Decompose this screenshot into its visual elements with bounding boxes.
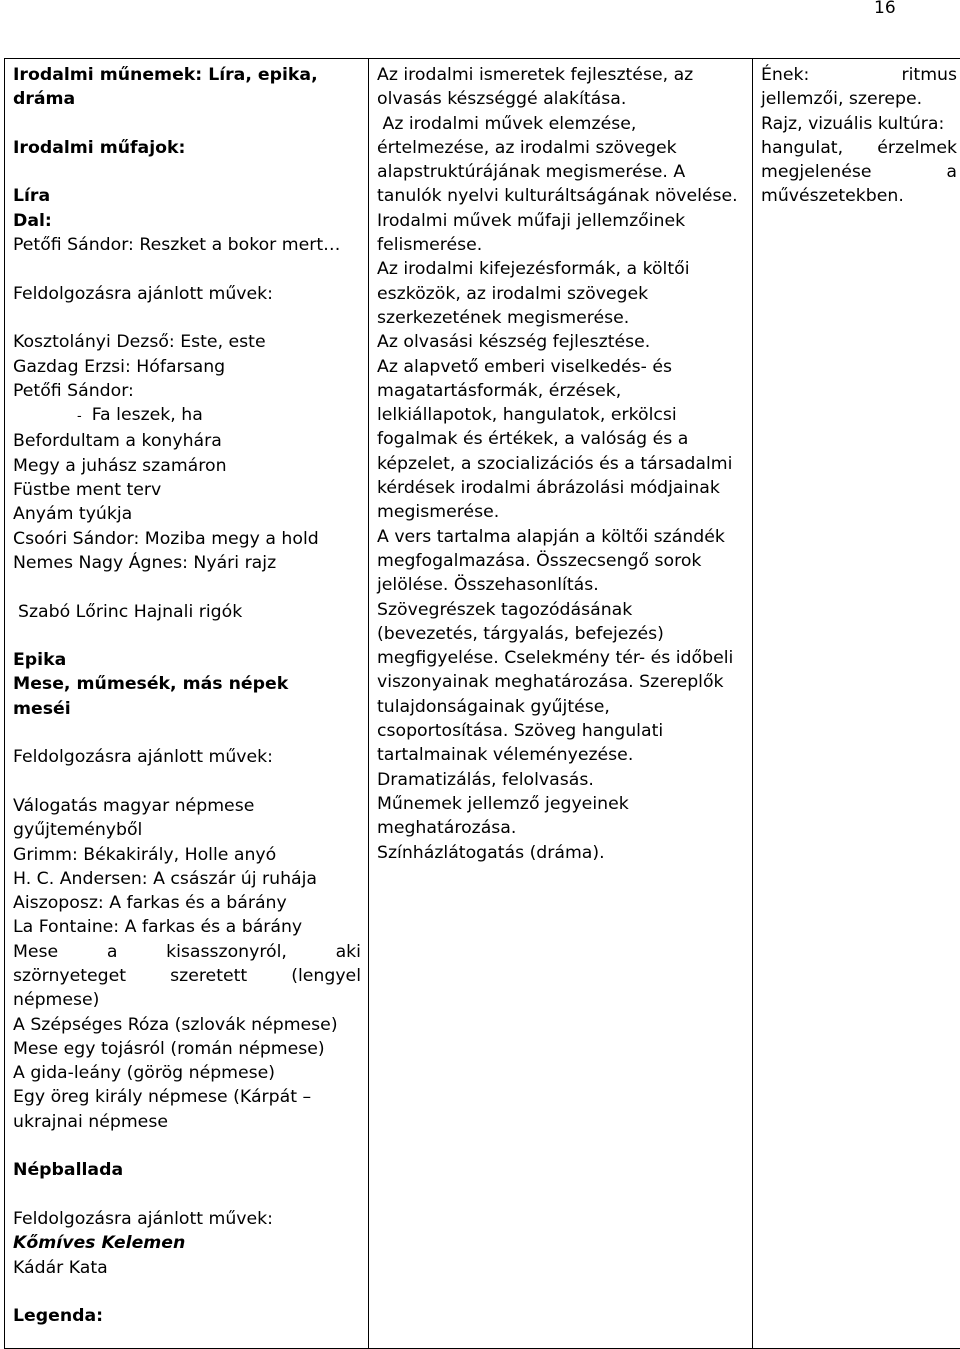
ballad-work: Kádár Kata xyxy=(13,1256,361,1280)
ballad-heading: Népballada xyxy=(13,1158,361,1182)
tale-work: A gida-leány (görög népmese) xyxy=(13,1061,361,1085)
connection-line: Rajz, vizuális kultúra: xyxy=(761,112,957,136)
content-column xyxy=(5,59,369,1349)
word: a xyxy=(946,160,957,184)
tale-work: népmese) xyxy=(13,988,361,1012)
tale-work xyxy=(13,964,361,988)
lyric-work: Petőfi Sándor: xyxy=(13,379,361,403)
page-number: 16 xyxy=(874,0,896,18)
objective-line: (bevezetés, tárgyalás, befejezés) xyxy=(377,622,745,646)
tale-work: Válogatás magyar népmese xyxy=(13,794,361,818)
objective-line: jelölése. Összehasonlítás. xyxy=(377,573,745,597)
objective-line: meghatározása. xyxy=(377,816,745,840)
objective-line: Dramatizálás, felolvasás. xyxy=(377,768,745,792)
objective-line: megfigyelése. Cselekmény tér- és időbeli xyxy=(377,646,745,670)
lyric-work: Befordultam a konyhára xyxy=(13,429,361,453)
objective-line: Színházlátogatás (dráma). xyxy=(377,841,745,865)
word: (lengyel xyxy=(291,964,361,988)
word: kisasszonyról, xyxy=(166,940,287,964)
connection-line xyxy=(761,160,957,184)
lyric-work: Megy a juhász szamáron xyxy=(13,454,361,478)
connection-line xyxy=(761,136,957,160)
word: megjelenése xyxy=(761,160,872,184)
lyric-work: Csoóri Sándor: Moziba megy a hold xyxy=(13,527,361,551)
word: ritmus xyxy=(902,63,957,87)
objective-line: szerkezetének megismerése. xyxy=(377,306,745,330)
lyric-work: Gazdag Erzsi: Hófarsang xyxy=(13,355,361,379)
recommended-label: Feldolgozásra ajánlott művek: xyxy=(13,1207,361,1231)
tale-work: A Szépséges Róza (szlovák népmese) xyxy=(13,1013,361,1037)
tales-heading: Mese, műmesék, más népek xyxy=(13,672,361,696)
recommended-label: Feldolgozásra ajánlott művek: xyxy=(13,745,361,769)
objective-line: Az irodalmi művek elemzése, xyxy=(377,112,745,136)
lyric-work: Füstbe ment terv xyxy=(13,478,361,502)
objective-line: képzelet, a szocializációs és a társadalmi xyxy=(377,452,745,476)
epic-heading: Epika xyxy=(13,648,361,672)
word: hangulat, xyxy=(761,136,843,160)
tale-work: Mese egy tojásról (román népmese) xyxy=(13,1037,361,1061)
word: Mese xyxy=(13,940,58,964)
ballad-work: Kőmíves Kelemen xyxy=(13,1231,361,1255)
objective-line: tartalmainak véleményezése. xyxy=(377,743,745,767)
word: Ének: xyxy=(761,63,809,87)
objective-line: lelkiállapotok, hangulatok, erkölcsi xyxy=(377,403,745,427)
genres-heading-part: Irodalmi műnemek: Líra, epika, dráma xyxy=(13,63,361,112)
genres-heading xyxy=(13,63,361,112)
tale-work: H. C. Andersen: A császár új ruhája xyxy=(13,867,361,891)
objectives-text xyxy=(377,63,745,865)
song-heading: Dal: xyxy=(13,209,361,233)
tale-work: Egy öreg király népmese (Kárpát – xyxy=(13,1085,361,1109)
objective-line: Az olvasási készség fejlesztése. xyxy=(377,330,745,354)
objective-line: csoportosítása. Szöveg hangulati xyxy=(377,719,745,743)
objective-line: értelmezése, az irodalmi szövegek xyxy=(377,136,745,160)
lyric-heading: Líra xyxy=(13,184,361,208)
word: érzelmek xyxy=(877,136,957,160)
legend-heading: Legenda: xyxy=(13,1304,361,1328)
objective-line: kérdések irodalmi ábrázolási módjainak xyxy=(377,476,745,500)
objective-line: fogalmak és értékek, a valóság és a xyxy=(377,427,745,451)
connection-line xyxy=(761,63,957,87)
objective-line: Műnemek jellemző jegyeinek xyxy=(377,792,745,816)
forms-heading: Irodalmi műfajok: xyxy=(13,136,361,160)
objective-line: megismerése. xyxy=(377,500,745,524)
lyric-work-title: Fa leszek, ha xyxy=(92,405,203,425)
objective-line: Az irodalmi ismeretek fejlesztése, az xyxy=(377,63,745,87)
tale-work: Aiszoposz: A farkas és a bárány xyxy=(13,891,361,915)
dash-bullet-icon: - xyxy=(77,409,82,424)
objectives-column xyxy=(369,59,753,1349)
objective-line: Az alapvető emberi viselkedés- és xyxy=(377,355,745,379)
curriculum-table xyxy=(4,58,960,1349)
word: a xyxy=(107,940,118,964)
objective-line: viszonyainak meghatározása. Szereplők xyxy=(377,670,745,694)
recommended-label: Feldolgozásra ajánlott művek: xyxy=(13,282,361,306)
objective-line: tulajdonságainak gyűjtése, xyxy=(377,695,745,719)
connection-line: jellemzői, szerepe. xyxy=(761,87,957,111)
objective-line: Az irodalmi kifejezésformák, a költői xyxy=(377,257,745,281)
objective-line: alapstruktúrájának megismerése. A xyxy=(377,160,745,184)
objective-line: felismerése. xyxy=(377,233,745,257)
lyric-work: Kosztolányi Dezső: Este, este xyxy=(13,330,361,354)
tale-work: Grimm: Békakirály, Holle anyó xyxy=(13,843,361,867)
tale-work: ukrajnai népmese xyxy=(13,1110,361,1134)
objective-line: Irodalmi művek műfaji jellemzőinek xyxy=(377,209,745,233)
objective-line: A vers tartalma alapján a költői szándék xyxy=(377,525,745,549)
tale-work xyxy=(13,940,361,964)
lyric-work: Szabó Lőrinc Hajnali rigók xyxy=(13,600,361,624)
word: szörnyeteget xyxy=(13,964,126,988)
lyric-work: Nemes Nagy Ágnes: Nyári rajz xyxy=(13,551,361,575)
lyric-work xyxy=(13,403,361,429)
word: szeretett xyxy=(170,964,247,988)
word: aki xyxy=(336,940,361,964)
lyric-work: Anyám tyúkja xyxy=(13,502,361,526)
objective-line: olvasás készséggé alakítása. xyxy=(377,87,745,111)
objective-line: magatartásformák, érzések, xyxy=(377,379,745,403)
objective-line: tanulók nyelvi kulturáltságának növelése. xyxy=(377,184,745,208)
objective-line: Szövegrészek tagozódásának xyxy=(377,598,745,622)
tale-work: gyűjteményből xyxy=(13,818,361,842)
connection-line: művészetekben. xyxy=(761,184,957,208)
connections-column xyxy=(753,59,960,1349)
objective-line: eszközök, az irodalmi szövegek xyxy=(377,282,745,306)
tales-heading: meséi xyxy=(13,697,361,721)
tale-work: La Fontaine: A farkas és a bárány xyxy=(13,915,361,939)
song-example: Petőfi Sándor: Reszket a bokor mert… xyxy=(13,233,361,257)
objective-line: megfogalmazása. Összecsengő sorok xyxy=(377,549,745,573)
